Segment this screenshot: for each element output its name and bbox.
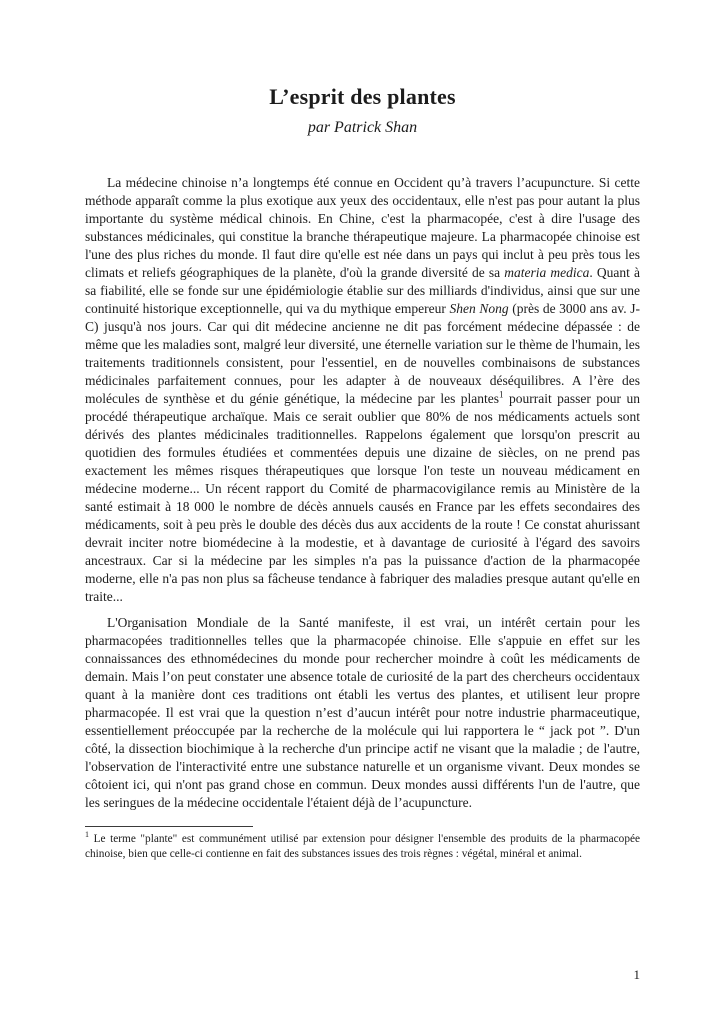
footnote [85, 832, 640, 861]
footnote-area [85, 826, 640, 861]
footnote-ref: 1 [499, 389, 504, 400]
text-run: . Quant à sa fiabilité, elle se fonde sur une épidémiologie établie sur des milliards d'individus, ainsi que sur une continuité historique exceptionnelle, qui va du mythique empereur [85, 265, 640, 316]
paragraph-1 [85, 174, 640, 606]
footnote-marker: 1 [85, 830, 89, 840]
text-run: (près de 3000 ans av. J-C) jusqu'à nos jours. Car qui dit médecine ancienne ne dit pas forcément médecine dépassée : de même que les maladies sont, malgré leur diversité, une éternelle variation sur le thème de l'humain, les traitements traditionnels consistent, pour l'essentiel, en de nouvelles combinaisons de substances médicinales parfaitement connues, pour les adapter à de nouveaux déséquilibres. A l’ère des molécules de synthèse et du génie génétique, la médecine par les plantes [85, 301, 641, 406]
article-body [85, 174, 640, 812]
text-run: La médecine chinoise n’a longtemps été connue en Occident qu’à travers l’acupuncture. Si cette méthode apparaît comme la plus exotique aux yeux des occidentaux, elle n'est pas pour autant la plus importante du système médical chinois. En Chine, c'est la pharmacopée, c'est à dire l'usage des substances médicinales, qui constitue la branche thérapeutique majeure. La pharmacopée chinoise est l'une des plus riches du monde. Il faut dire qu'elle est née dans un pays qui inclut à peu près tous les climats et reliefs géographiques de la planète, d'où la grande diversité de sa [85, 175, 640, 280]
footnote-text: Le terme "plante" est communément utilisé par extension pour désigner l'ensemble des produits de la pharmacopée chinoise, bien que celle-ci contienne en fait des substances issues des trois règnes : végétal, minéral et animal. [85, 833, 640, 860]
footnote-separator [85, 826, 253, 827]
page-title: L’esprit des plantes [269, 84, 456, 109]
paragraph-2 [85, 614, 640, 812]
byline: par Patrick Shan [307, 119, 418, 136]
italic-run-materia-medica: materia medica [504, 265, 590, 280]
text-run: L'Organisation Mondiale de la Santé manifeste, il est vrai, un intérêt certain pour les pharmacopées traditionnelles telles que la pharmacopée chinoise. Elle s'appuie en effet sur les connaissances des ethnomédecines du monde pour rechercher moindre à coût les médicaments de demain. Mais l’on peut constater une absence totale de curiosité de la part des chercheurs occidentaux quant à la manière dont ces traditions ont établi les vertus des plantes, et utilisent leur propre pharmacopée. Il est vrai que la question n’est d’aucun intérêt pour notre industrie pharmaceutique, essentiellement préoccupée par la recherche de la molécule qui lui rapportera le “ jack pot ”. D'un côté, la dissection biochimique à la recherche d'un principe actif ne visant que la maladie ; de l'autre, l'observation de l'interactivité entre une substance naturelle et un organisme vivant. Deux mondes se côtoient ici, qui n'ont pas grand chose en commun. Deux mondes aussi différents l'un de l'autre, que les seringues de la médecine occidentale l'étaient déjà de l’acupuncture. [85, 615, 640, 810]
page-number: 1 [633, 967, 640, 982]
text-run: pourrait passer pour un procédé thérapeutique archaïque. Mais ce serait oublier que 80% de nos médicaments actuels sont dérivés des plantes médicinales traditionnelles. Rappelons également que lorsqu'on prescrit au quotidien des formules étudiées et commentées depuis une dizaine de siècles, on ne prend pas exactement les mêmes risques thérapeutiques que lorsque l'on teste un nouveau médicament en médecine moderne... Un récent rapport du Comité de pharmacovigilance remis au Ministère de la santé estimait à 18 000 le nombre de décès annuels causés en France par les effets secondaires des médicaments, soit à peu près le double des décès dus aux accidents de la route ! Ce constat ahurissant devrait inciter notre biomédecine à la modestie, et à davantage de curiosité à l'égard des savoirs ancestraux. Car si la médecine par les simples n'a pas la puissance d'action de la pharmacopée moderne, elle n'a pas non plus sa fâcheuse tendance à fabriquer des maladies presque autant qu'elle en traite... [85, 391, 640, 604]
italic-run-shen-nong: Shen Nong [449, 301, 509, 316]
